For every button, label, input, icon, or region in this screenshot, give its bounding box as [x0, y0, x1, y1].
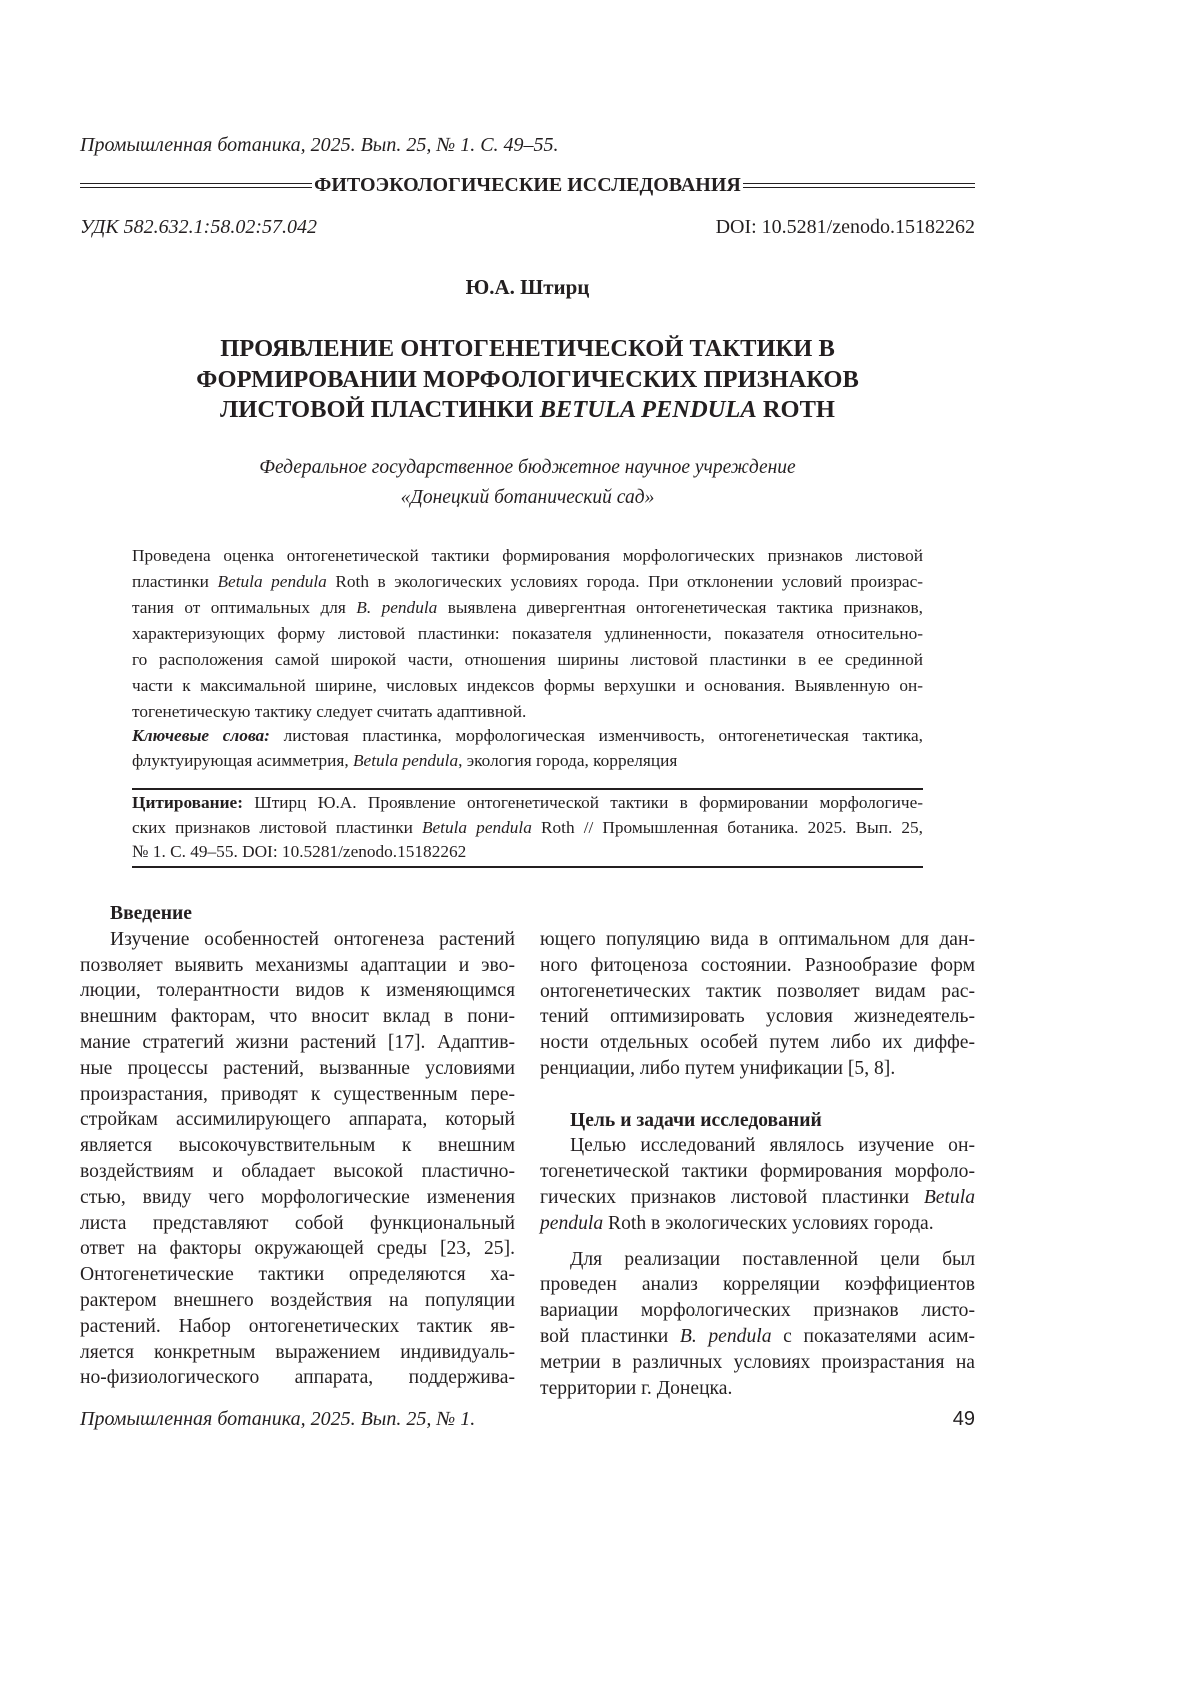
text-line [132, 621, 923, 647]
text-segment: ющего популяцию вида в оптимальном для дан- [540, 929, 975, 950]
text-line [80, 1107, 515, 1133]
text-line [80, 1262, 515, 1288]
text-line [540, 1211, 975, 1237]
citation-top-rule [132, 788, 923, 790]
text-line [80, 1365, 515, 1391]
text-segment: вой пластинки [540, 1326, 680, 1347]
text-segment: позволяет выявить механизмы адаптации и эво- [80, 955, 515, 976]
title-line [0, 395, 1055, 426]
title-text: ЛИСТОВОЙ ПЛАСТИНКИ [220, 396, 540, 423]
section-heading: Введение [80, 901, 515, 927]
text-segment: го расположения самой широкой части, отношения ширины листовой пластинки в ее срединной [132, 650, 923, 669]
udk-code: УДК 582.632.1:58.02:57.042 [80, 216, 317, 239]
author: Ю.А. Штирц [0, 275, 1055, 300]
text-segment: характеризующих форму листовой пластинки: показателя удлиненности, показателя относительно- [132, 624, 923, 643]
text-segment: тогенетическую тактику следует считать адаптивной. [132, 702, 526, 721]
text-line [80, 1030, 515, 1056]
text-line [540, 1247, 975, 1273]
text-line [80, 927, 515, 953]
text-segment: Проведена оценка онтогенетической тактики формирования морфологических признаков листовой [132, 546, 923, 565]
doi[interactable]: DOI: 10.5281/zenodo.15182262 [716, 216, 975, 239]
body-column-left [80, 901, 515, 1391]
text-line [132, 647, 923, 673]
citation [132, 791, 923, 865]
title-line: ФОРМИРОВАНИИ МОРФОЛОГИЧЕСКИХ ПРИЗНАКОВ [0, 365, 1055, 396]
text-line [80, 1314, 515, 1340]
italic-text: B. pendula [356, 598, 437, 617]
text-segment: , экология города, корреляция [458, 751, 677, 770]
text-segment: флуктуирующая асимметрия, [132, 751, 353, 770]
text-segment: ляется конкретным выражением индивидуаль- [80, 1342, 515, 1363]
text-segment: Roth // Промышленная ботаника. 2025. Вып. 25, [532, 818, 923, 837]
text-segment: вариации морфологических признаков листо- [540, 1300, 975, 1321]
text-line [132, 816, 923, 841]
text-segment: воздействиям и обладает высокой пластично- [80, 1161, 515, 1182]
footer-journal: Промышленная ботаника, 2025. Вып. 25, № 1. [80, 1408, 475, 1431]
text-segment: листа представляют собой функциональный [80, 1213, 515, 1234]
text-segment: тания от оптимальных для [132, 598, 356, 617]
text-segment: Roth в экологических условиях города. При отклонении условий произрас- [327, 572, 923, 591]
text-line [540, 1376, 975, 1402]
text-segment: растений. Набор онтогенетических тактик яв- [80, 1316, 515, 1337]
text-segment: ских признаков листовой пластинки [132, 818, 422, 837]
text-segment: Онтогенетические тактики определяются ха- [80, 1264, 515, 1285]
text-segment: ности отдельных особей путем либо их диффе- [540, 1032, 975, 1053]
abstract [132, 543, 923, 725]
text-line [540, 1133, 975, 1159]
text-line [540, 979, 975, 1005]
text-segment: проведен анализ корреляции коэффициентов [540, 1274, 975, 1295]
paragraph-gap [540, 1237, 975, 1247]
text-line [540, 1004, 975, 1030]
italic-text: Betula [924, 1187, 975, 1208]
page-number: 49 [953, 1408, 975, 1431]
text-segment: люции, толерантности видов к изменяющимся [80, 980, 515, 1001]
text-line [540, 1030, 975, 1056]
section-heading: Цель и задачи исследований [540, 1108, 975, 1134]
text-segment: произрастания, приводят к существенным пере- [80, 1084, 515, 1105]
text-segment: гических признаков листовой пластинки [540, 1187, 924, 1208]
double-rule-left [80, 183, 312, 188]
body-column-right [540, 927, 975, 1401]
text-line [80, 1004, 515, 1030]
citation-bottom-rule [132, 866, 923, 868]
text-segment: Штирц Ю.А. Проявление онтогенетической тактики в формировании морфологиче- [243, 793, 923, 812]
keywords [132, 723, 923, 773]
paragraph [132, 791, 923, 865]
text-line [80, 1340, 515, 1366]
text-line [80, 1211, 515, 1237]
text-segment: рактером внешнего воздействия на популяции [80, 1290, 515, 1311]
text-line [540, 1298, 975, 1324]
text-segment: с показателями асим- [772, 1326, 975, 1347]
text-line [540, 1185, 975, 1211]
text-line [540, 1056, 975, 1082]
text-segment: ного фитоценоза состоянии. Разнообразие форм [540, 955, 975, 976]
text-segment: Изучение особенностей онтогенеза растений [110, 929, 515, 950]
text-segment: Roth в экологических условиях города. [603, 1213, 934, 1234]
text-segment: территории г. Донецка. [540, 1378, 732, 1399]
text-segment: но-физиологического аппарата, поддержива- [80, 1367, 515, 1388]
text-segment: Цитирование: [132, 793, 243, 812]
text-line [132, 595, 923, 621]
text-line [540, 1159, 975, 1185]
text-line [80, 1236, 515, 1262]
text-line [132, 791, 923, 816]
text-line [540, 927, 975, 953]
text-line [132, 673, 923, 699]
text-line [80, 1133, 515, 1159]
double-rule-right [743, 183, 975, 188]
paragraph [540, 927, 975, 1082]
title-text: ROTH [757, 396, 835, 423]
italic-text: Betula pendula [422, 818, 532, 837]
text-segment: стройкам ассимилирующего аппарата, который [80, 1109, 515, 1130]
text-segment: ренциации, либо путем унификации [5, 8]. [540, 1058, 895, 1079]
affiliation-line: «Донецкий ботанический сад» [0, 483, 1055, 513]
italic-text: Betula pendula [353, 751, 458, 770]
text-segment: листовая пластинка, морфологическая изменчивость, онтогенетическая тактика, [270, 726, 923, 745]
text-segment: ответ на факторы окружающей среды [23, 25]. [80, 1238, 515, 1259]
text-segment: онтогенетических тактик позволяет видам рас- [540, 981, 975, 1002]
running-head: Промышленная ботаника, 2025. Вып. 25, № 1. С. 49–55. [80, 134, 559, 157]
paragraph [132, 723, 923, 773]
text-line [80, 1056, 515, 1082]
text-line [132, 748, 923, 773]
text-line [80, 1082, 515, 1108]
italic-text: pendula [540, 1213, 603, 1234]
text-line [80, 978, 515, 1004]
text-segment: Целью исследований являлось изучение он- [570, 1135, 975, 1156]
text-line [80, 1288, 515, 1314]
text-segment: ные процессы растений, вызванные условиями [80, 1058, 515, 1079]
text-line [132, 699, 923, 725]
text-segment: внешним факторам, что вносит вклад в пони- [80, 1006, 515, 1027]
affiliation-line: Федеральное государственное бюджетное научное учреждение [0, 453, 1055, 483]
text-line [540, 953, 975, 979]
text-segment: стью, ввиду чего морфологические изменения [80, 1187, 515, 1208]
text-segment: части к максимальной ширине, числовых индексов формы верхушки и основания. Выявленную он- [132, 676, 923, 695]
text-line [80, 1185, 515, 1211]
paragraph [540, 1133, 975, 1236]
text-segment: № 1. С. 49–55. DOI: 10.5281/zenodo.15182262 [132, 842, 466, 861]
text-line [540, 1350, 975, 1376]
text-segment: выявлена дивергентная онтогенетическая тактика признаков, [437, 598, 923, 617]
text-segment: тений оптимизировать условия жизнедеятель- [540, 1006, 975, 1027]
text-segment: пластинки [132, 572, 217, 591]
text-line [132, 840, 923, 865]
text-segment: тогенетической тактики формирования морфоло- [540, 1161, 975, 1182]
text-line [132, 543, 923, 569]
text-segment: мание стратегий жизни растений [17]. Адаптив- [80, 1032, 515, 1053]
italic-text: Ключевые слова: [132, 726, 270, 745]
title-species: BETULA PENDULA [540, 396, 757, 423]
italic-text: Betula pendula [217, 572, 326, 591]
text-line [540, 1324, 975, 1350]
italic-text: B. pendula [680, 1326, 772, 1347]
paragraph [80, 927, 515, 1391]
title-line: ПРОЯВЛЕНИЕ ОНТОГЕНЕТИЧЕСКОЙ ТАКТИКИ В [0, 334, 1055, 365]
text-line [540, 1272, 975, 1298]
text-line [80, 953, 515, 979]
paragraph [132, 543, 923, 725]
affiliation [0, 453, 1055, 513]
section-banner [80, 172, 975, 198]
text-segment: является высокочувствительным к внешним [80, 1135, 515, 1156]
text-segment: Для реализации поставленной цели был [570, 1249, 975, 1270]
article-title [0, 334, 1055, 426]
text-line [80, 1159, 515, 1185]
paragraph [540, 1247, 975, 1402]
text-segment: метрии в различных условиях произрастания на [540, 1352, 975, 1373]
section-title: ФИТОЭКОЛОГИЧЕСКИЕ ИССЛЕДОВАНИЯ [312, 174, 743, 197]
text-line [132, 723, 923, 748]
spacer [540, 1082, 975, 1108]
text-line [132, 569, 923, 595]
